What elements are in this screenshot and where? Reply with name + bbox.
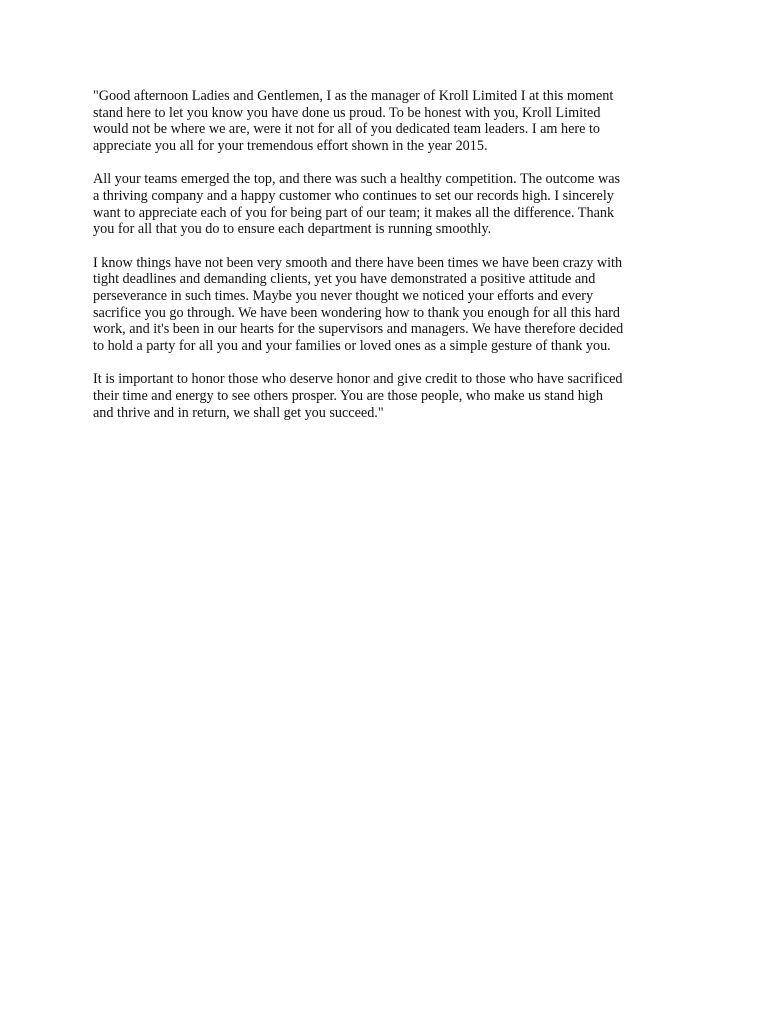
paragraph-4 <box>93 371 683 421</box>
text-line: perseverance in such times. Maybe you never thought we noticed your efforts and every <box>93 288 594 305</box>
text-line: "Good afternoon Ladies and Gentlemen, I as the manager of Kroll Limited I at this moment <box>93 88 614 104</box>
text-line: appreciate you all for your tremendous effort shown in the year 2015. <box>93 138 488 155</box>
text-line: tight deadlines and demanding clients, yet you have demonstrated a positive attitude and <box>93 271 596 288</box>
paragraph-3 <box>93 255 683 355</box>
text-line: All your teams emerged the top, and there was such a healthy competition. The outcome was <box>93 171 621 188</box>
text-line: work, and it's been in our hearts for the supervisors and managers. We have therefore decided <box>93 321 624 338</box>
text-line: sacrifice you go through. We have been wondering how to thank you enough for all this hard <box>93 304 620 321</box>
paragraph-1 <box>93 88 683 155</box>
text-line: a thriving company and a happy customer who continues to set our records high. I sincerely <box>93 188 614 205</box>
text-line: I know things have not been very smooth and there have been times we have been crazy with <box>93 254 623 271</box>
text-line: their time and energy to see others prosper. You are those people, who make us stand high <box>93 388 603 405</box>
text-line: stand here to let you know you have done us proud. To be honest with you, Kroll Limited <box>93 104 601 121</box>
paragraph-2 <box>93 171 683 238</box>
text-line: want to appreciate each of you for being part of our team; it makes all the difference. Thank <box>93 204 615 221</box>
text-line: to hold a party for all you and your families or loved ones as a simple gesture of thank you. <box>93 338 611 355</box>
text-line: you for all that you do to ensure each department is running smoothly. <box>93 221 492 238</box>
document-body <box>93 88 683 438</box>
text-line: It is important to honor those who deserve honor and give credit to those who have sacrificed <box>93 371 623 388</box>
text-line: and thrive and in return, we shall get you succeed." <box>93 404 384 421</box>
text-line: would not be where we are, were it not for all of you dedicated team leaders. I am here to <box>93 121 600 138</box>
